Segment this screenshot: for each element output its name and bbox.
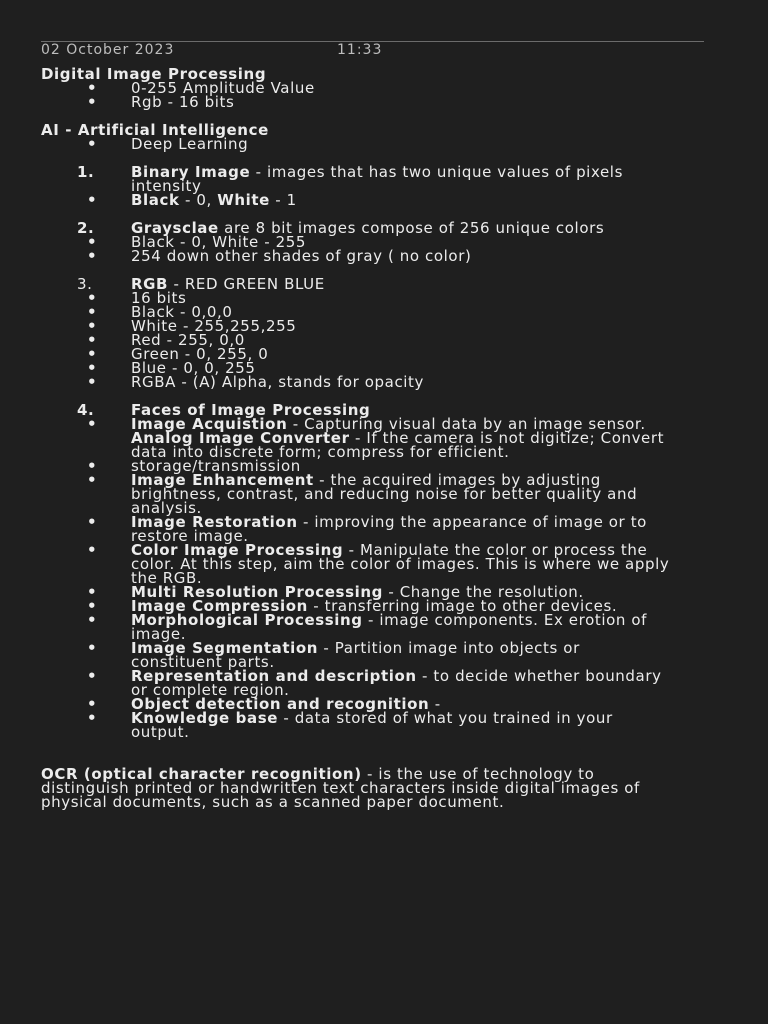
rgb-bullets	[41, 291, 741, 389]
description: - transferring image to other devices.	[307, 597, 618, 615]
value: - 1	[269, 191, 297, 209]
list-item: • Black - 0,0,0	[41, 305, 676, 319]
list-item	[41, 711, 676, 739]
heading-dip: Digital Image Processing	[41, 65, 267, 83]
ai-bullets	[41, 137, 741, 151]
description: - to decide whether boundary or complete region.	[131, 667, 662, 699]
section-title: Faces of Image Processing	[131, 401, 371, 419]
faces-bullets	[41, 417, 741, 739]
description: - data stored of what you trained in your output.	[131, 709, 613, 741]
list-item: • 0-255 Amplitude Value	[41, 81, 676, 95]
description: - the acquired images by adjusting brightness, contrast, and reducing noise for better quality and analysis.	[131, 471, 638, 517]
heading-ai: AI - Artificial Intelligence	[41, 121, 269, 139]
list-item: • RGBA - (A) Alpha, stands for opacity	[41, 375, 676, 389]
description: storage/transmission	[131, 457, 301, 475]
term: White	[217, 191, 270, 209]
value: - 0,	[179, 191, 218, 209]
description: - is the use of technology to distinguish printed or handwritten text characters inside digital images of physical documents, such as a scanned paper document.	[41, 765, 640, 811]
list-item	[41, 431, 676, 459]
note-meta	[41, 42, 383, 58]
description: - Capturing visual data by an image sensor.	[287, 415, 646, 433]
term: Knowledge base	[131, 709, 279, 727]
list-item: • Deep Learning	[41, 137, 676, 151]
list-item: • Green - 0, 255, 0	[41, 347, 676, 361]
description: - Change the resolution.	[382, 583, 584, 601]
section-number: 2.	[77, 219, 95, 237]
section-binary-image	[41, 165, 676, 193]
term: RGB	[131, 275, 169, 293]
list-item: • Red - 255, 0,0	[41, 333, 676, 347]
term: Analog Image Converter	[131, 429, 350, 447]
description: - If the camera is not digitize; Convert data into discrete form; compress for efficient.	[131, 429, 665, 461]
list-item	[41, 669, 676, 697]
note-time: 11:33	[337, 42, 383, 58]
description: - Manipulate the color or process the color. At this step, aim the color of images. This is where we apply the RGB.	[131, 541, 670, 587]
term: Image Acquistion	[131, 415, 288, 433]
term: Color Image Processing	[131, 541, 344, 559]
list-item: • 16 bits	[41, 291, 676, 305]
list-item	[41, 473, 676, 515]
description: - RED GREEN BLUE	[168, 275, 325, 293]
note-body[interactable]	[41, 67, 741, 809]
list-item: • 254 down other shades of gray ( no color)	[41, 249, 676, 263]
term: Representation and description	[131, 667, 417, 685]
dip-bullets	[41, 81, 741, 109]
section-number: 1.	[77, 163, 95, 181]
term: Morphological Processing	[131, 611, 363, 629]
description: - images that has two unique values of pixels intensity	[131, 163, 623, 195]
term: Graysclae	[131, 219, 219, 237]
list-item: • Rgb - 16 bits	[41, 95, 676, 109]
term: Black	[131, 191, 180, 209]
list-item: • Blue - 0, 0, 255	[41, 361, 676, 375]
list-item: • White - 255,255,255	[41, 319, 676, 333]
list-item	[41, 193, 676, 207]
description: -	[429, 695, 441, 713]
term: OCR (optical character recognition)	[41, 765, 362, 783]
description: - Partition image into objects or constituent parts.	[131, 639, 580, 671]
description: are 8 bit images compose of 256 unique colors	[218, 219, 605, 237]
term: Multi Resolution Processing	[131, 583, 383, 601]
term: Image Segmentation	[131, 639, 319, 657]
term: Object detection and recognition	[131, 695, 430, 713]
ocr-paragraph	[41, 767, 681, 809]
term: Binary Image	[131, 163, 251, 181]
list-item: • Black - 0, White - 255	[41, 235, 676, 249]
description: - improving the appearance of image or to restore image.	[131, 513, 647, 545]
binary-bullets	[41, 193, 741, 207]
section-number: 3.	[77, 275, 93, 293]
term: Image Enhancement	[131, 471, 314, 489]
list-item	[41, 641, 676, 669]
grayscale-bullets	[41, 235, 741, 263]
term: Image Restoration	[131, 513, 298, 531]
note-date: 02 October 2023	[41, 42, 175, 58]
section-number: 4.	[77, 401, 95, 419]
term: Image Compression	[131, 597, 308, 615]
list-item	[41, 613, 676, 641]
description: - image components. Ex erotion of image.	[131, 611, 648, 643]
list-item	[41, 543, 676, 585]
list-item	[41, 515, 676, 543]
